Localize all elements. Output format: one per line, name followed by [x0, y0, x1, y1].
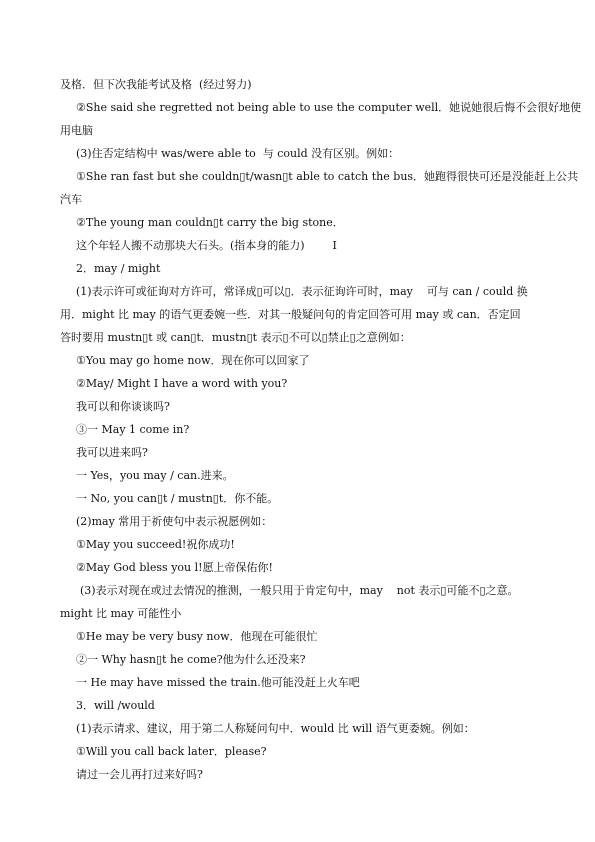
text-line: (1)表示许可或征询对方许可，常译成▯可以▯．表示征询许可时，may 可与 can / could 换 — [76, 285, 528, 298]
text-line: (3)住否定结构中 was/were able to 与 could 没有区别。例如： — [76, 147, 400, 160]
text-line: (3)表示对现在或过去情况的推测，一般只用于肯定句中，may not 表示▯可能不▯之意。 — [80, 584, 519, 597]
text-line: 我可以进来吗? — [76, 446, 148, 459]
text-line: 一 Yes，you may / can.进来。 — [76, 469, 234, 482]
text-line: ①She ran fast but she couldn▯t/wasn▯t able to catch the bus．她跑得很快可还是没能赶上公共 — [76, 170, 579, 183]
text-line: 用．might 比 may 的语气更委婉一些．对其一般疑问句的肯定回答可用 may 或 can．否定回 — [60, 308, 521, 321]
text-line: 及格．但下次我能考试及格 (经过努力) — [60, 78, 252, 91]
text-line: ②May/ Might I have a word with you? — [76, 377, 288, 390]
text-line: ①Will you call back later．please? — [76, 745, 267, 758]
text-line: ②She said she regretted not being able to use the computer well．她说她很后悔不会很好地使 — [76, 101, 582, 114]
text-line: ①You may go home now．现在你可以回家了 — [76, 354, 310, 367]
text-line: ②The young man couldn▯t carry the big stone． — [76, 216, 344, 229]
text-line: 我可以和你谈谈吗? — [76, 400, 170, 413]
text-line: ②一 Why hasn▯t he come?他为什么还没来? — [76, 653, 306, 666]
text-line: 请过一会儿再打过来好吗? — [76, 768, 203, 781]
text-line: 一 He may have missed the train.他可能没赶上火车吧 — [76, 676, 360, 689]
text-line: ③一 May 1 come in? — [76, 423, 190, 436]
text-line: might 比 may 可能性小 — [60, 607, 182, 620]
text-line: ②May God bless you l!愿上帝保佑你! — [76, 561, 273, 574]
text-line: 用电脑 — [60, 124, 93, 137]
text-line: 这个年轻人搬不动那块大石头。(指本身的能力) I — [76, 239, 337, 252]
section-heading: 2．may / might — [76, 262, 161, 275]
text-line: ①May you succeed!祝你成功! — [76, 538, 235, 551]
text-line: 一 No, you can▯t / mustn▯t．你不能。 — [76, 492, 279, 505]
section-heading: 3．will /would — [76, 699, 155, 712]
text-line: (2)may 常用于祈使句中表示祝愿例如： — [76, 515, 273, 528]
text-line: 答时要用 mustn▯t 或 can▯t．mustn▯t 表示▯不可以▯禁止▯之意例如： — [60, 331, 411, 344]
text-line: ①He may be very busy now．他现在可能很忙 — [76, 630, 318, 643]
text-line: (1)表示请求、建议，用于第二人称疑问句中．would 比 will 语气更委婉。例如： — [76, 722, 475, 735]
text-line: 汽车 — [60, 193, 82, 206]
